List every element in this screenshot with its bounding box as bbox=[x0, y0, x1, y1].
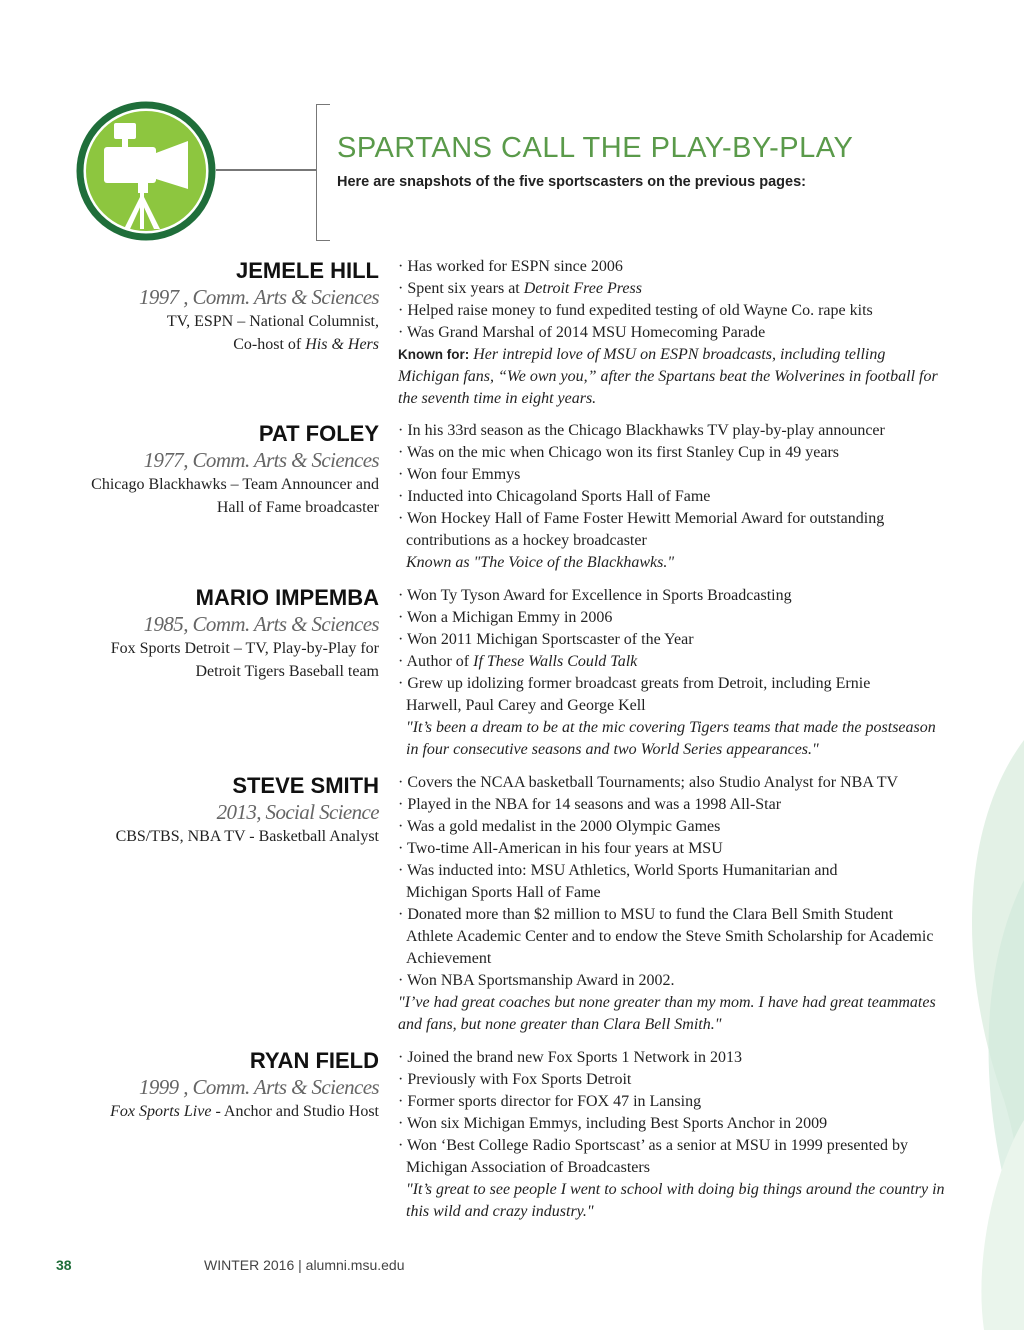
bullet-item: · Won ‘Best College Radio Sportscast’ as a senior at MSU in 1999 presented by Michigan Association of Broadcasters bbox=[398, 1137, 909, 1176]
bullet-item: · Played in the NBA for 14 seasons and was a 1998 All-Star bbox=[398, 796, 782, 813]
page-subtitle: Here are snapshots of the five sportscasters on the previous pages: bbox=[337, 174, 806, 190]
profile-details bbox=[398, 1047, 958, 1223]
person-role: Fox Sports Detroit – TV, Play-by-Play for bbox=[110, 640, 379, 657]
bullet-item: · Won six Michigan Emmys, including Best Sports Anchor in 2009 bbox=[398, 1115, 828, 1132]
bullet-item: · Author of If These Walls Could Talk bbox=[398, 653, 638, 670]
title-connector-line bbox=[216, 169, 317, 171]
profile-quote: Known as "The Voice of the Blackhawks." bbox=[406, 554, 675, 571]
bullet-item: · Won four Emmys bbox=[398, 466, 521, 483]
bullet-item: · Donated more than $2 million to MSU to fund the Clara Bell Smith Student Athlete Academic Center and to endow the Steve Smith Scholarship for Academic Achievement bbox=[398, 906, 934, 967]
profile-details bbox=[398, 772, 958, 1036]
page-number: 38 bbox=[56, 1257, 72, 1273]
bullet-item: · Previously with Fox Sports Detroit bbox=[398, 1071, 632, 1088]
bullet-item: · Won NBA Sportsmanship Award in 2002. bbox=[398, 972, 675, 989]
profile-header bbox=[40, 1047, 379, 1123]
person-class-year: 1985, Comm. Arts & Sciences bbox=[143, 612, 379, 636]
bullet-item: · Covers the NCAA basketball Tournaments; also Studio Analyst for NBA TV bbox=[398, 774, 899, 791]
bullet-item: · Was inducted into: MSU Athletics, World Sports Humanitarian and Michigan Sports Hall of Fame bbox=[398, 862, 838, 901]
profile-details bbox=[398, 420, 958, 574]
person-role: Co-host of His & Hers bbox=[233, 336, 379, 353]
bullet-item: · Inducted into Chicagoland Sports Hall of Fame bbox=[398, 488, 711, 505]
person-role: Hall of Fame broadcaster bbox=[216, 499, 379, 516]
profile-header bbox=[40, 772, 379, 848]
known-for: Known for: Her intrepid love of MSU on ESPN broadcasts, including telling Michigan fans, “We own you,” after the Spartans beat the Wolverines in football for the seventh time in eight years. bbox=[398, 346, 938, 407]
person-class-year: 1999 , Comm. Arts & Sciences bbox=[138, 1075, 379, 1099]
profile-quote: "It’s been a dream to be at the mic covering Tigers teams that made the postseason in four consecutive seasons and two World Series appearances." bbox=[406, 719, 936, 758]
profile-header bbox=[40, 420, 379, 519]
person-name: RYAN FIELD bbox=[249, 1048, 379, 1073]
profile-details bbox=[398, 585, 958, 761]
person-class-year: 1977, Comm. Arts & Sciences bbox=[143, 448, 379, 472]
person-role: Chicago Blackhawks – Team Announcer and bbox=[91, 476, 379, 493]
person-name: JEMELE HILL bbox=[235, 258, 379, 283]
person-role: TV, ESPN – National Columnist, bbox=[166, 313, 379, 330]
profile-quote: "It’s great to see people I went to school with doing big things around the country in this wild and crazy industry." bbox=[406, 1181, 945, 1220]
person-role: Detroit Tigers Baseball team bbox=[195, 663, 379, 680]
person-class-year: 1997 , Comm. Arts & Sciences bbox=[138, 285, 379, 309]
profile-header bbox=[40, 584, 379, 683]
profile-details bbox=[398, 256, 958, 410]
bullet-item: · Helped raise money to fund expedited testing of old Wayne Co. rape kits bbox=[398, 302, 873, 319]
person-name: STEVE SMITH bbox=[232, 773, 379, 798]
person-role: Fox Sports Live - Anchor and Studio Host bbox=[110, 1103, 379, 1120]
footer-issue-and-url: WINTER 2016 | alumni.msu.edu bbox=[204, 1257, 405, 1273]
profile-quote: "I’ve had great coaches but none greater than my mom. I have had great teammates and fans, but none greater than Clara Bell Smith." bbox=[398, 994, 936, 1033]
bullet-item: · Former sports director for FOX 47 in Lansing bbox=[398, 1093, 702, 1110]
bullet-item: · Won Hockey Hall of Fame Foster Hewitt Memorial Award for outstanding contributions as a hockey broadcaster bbox=[398, 510, 885, 549]
bullet-item: · Was a gold medalist in the 2000 Olympic Games bbox=[398, 818, 721, 835]
bullet-item: · Two-time All-American in his four years at MSU bbox=[398, 840, 723, 857]
bullet-item: · In his 33rd season as the Chicago Blackhawks TV play-by-play announcer bbox=[398, 422, 885, 439]
bullet-item: · Was on the mic when Chicago won its first Stanley Cup in 49 years bbox=[398, 444, 840, 461]
person-name: MARIO IMPEMBA bbox=[195, 585, 379, 610]
page-title: SPARTANS CALL THE PLAY-BY-PLAY bbox=[337, 132, 854, 164]
bullet-item: · Won Ty Tyson Award for Excellence in Sports Broadcasting bbox=[398, 587, 792, 604]
person-class-year: 2013, Social Science bbox=[216, 800, 379, 824]
bullet-item: · Spent six years at Detroit Free Press bbox=[398, 280, 642, 297]
person-name: PAT FOLEY bbox=[258, 421, 379, 446]
bullet-item: · Won 2011 Michigan Sportscaster of the Year bbox=[398, 631, 694, 648]
person-role: CBS/TBS, NBA TV - Basketball Analyst bbox=[115, 828, 379, 845]
bullet-item: · Joined the brand new Fox Sports 1 Network in 2013 bbox=[398, 1049, 742, 1066]
profile-header bbox=[40, 257, 379, 356]
bullet-item: · Was Grand Marshal of 2014 MSU Homecoming Parade bbox=[398, 324, 766, 341]
tv-camera-icon bbox=[76, 101, 216, 241]
bullet-item: · Won a Michigan Emmy in 2006 bbox=[398, 609, 613, 626]
bullet-item: · Has worked for ESPN since 2006 bbox=[398, 258, 623, 275]
bullet-item: · Grew up idolizing former broadcast greats from Detroit, including Ernie Harwell, Paul Carey and George Kell bbox=[398, 675, 871, 714]
title-bracket bbox=[316, 104, 330, 241]
